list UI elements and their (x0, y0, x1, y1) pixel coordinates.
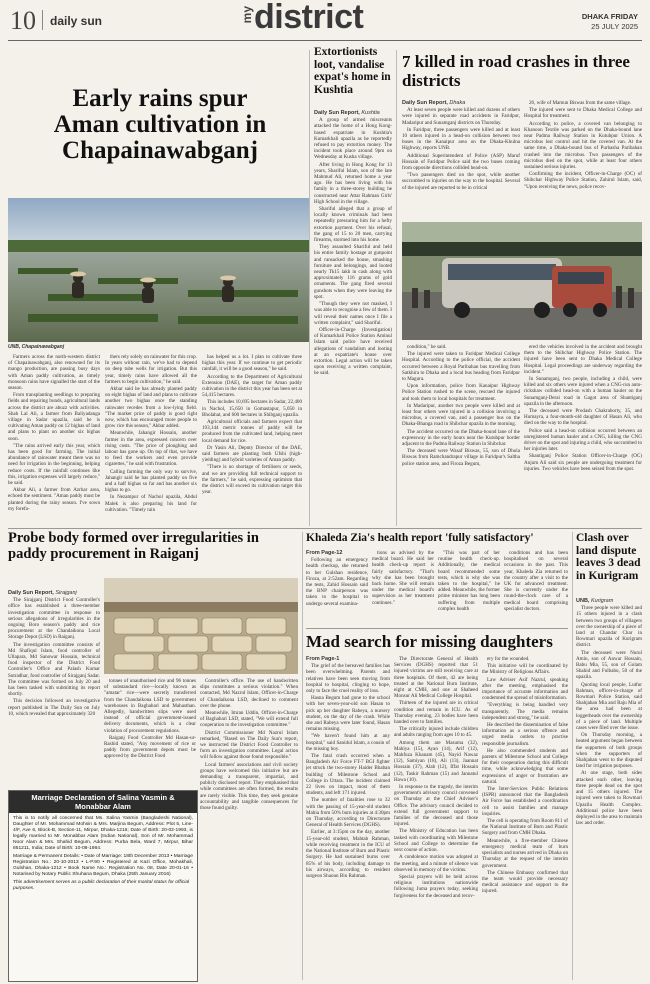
probe-photo (104, 578, 298, 674)
road-para: The accident occurred on the Dhaka-bound lane of the expressway in the early hours near the Kutubpur border adjacent to the Padma Railway Station in Shibchar. (402, 428, 520, 448)
clash-byline-place: Kurigram (590, 598, 614, 604)
road-para: Upon information, police from Kanaipur Highway Police Station rushed to the scene, rescued the injured and took them to local hospitals for treatment. (402, 383, 520, 402)
rains-para: Dr Yasin Ali, Deputy Director of the DAE, said farmers are planting both Ufshi (high-yielding) and hybrid varieties of Aman paddy. (202, 444, 302, 464)
road-para: The injured were taken to Faridpur Medical College Hospital. According to the police official, the accident occurred between a Royal Paribahan bus travelling from Satkhira to Dhaka and a local bus heading from Faridpur to Magura. (402, 351, 520, 383)
probe-col-1 (8, 590, 100, 786)
mad-para: He also commended students and parents of Milestone School and College for their cooperation during this difficult time, while acknowledging that some expressions of anger or frustration are natural. (482, 747, 568, 785)
paper-logo: daily sun (50, 14, 103, 28)
paddy-field-image (8, 198, 310, 342)
mad-para: The Chinese Embassy confirmed that the team would provide necessary medical assistance and support to the injured. (482, 869, 568, 895)
warehouse-image (104, 578, 298, 674)
rains-credit-text: UNB, Chapainawabganj (8, 344, 65, 350)
column-divider (309, 50, 310, 526)
mad-para: The cell is operating from Room 811 of the National Institute of Burn and Plastic Surgery and from CMH Dhaka. (482, 818, 568, 837)
mad-para: A condolence motion was adopted at the meeting, and a minute of silence was observed in memory of the victims. (394, 854, 478, 873)
mad-col-3 (482, 656, 568, 980)
khaleda-col-2 (372, 550, 434, 626)
road-col-2 (524, 100, 642, 220)
extortion-para: They assaulted Shariful and held his entire family hostage at gunpoint and ransacked the house, smashing furniture and belongings, and looted nearly Tk15 lakh in cash along with approximately 116 grams of gold ornaments. The gang fired several gunshots when they were leaving the spot. (314, 244, 392, 300)
road-para: Confirming the incident, Officer-in-Charge (OC) of Shibchar Highway Police Station, Zahirul Islam, said, "Upon receiving the news, police recov- (524, 171, 642, 190)
extortion-para: Shariful alleged that a group of locally known criminals had been repeatedly pressuring him for a hefty extortion payment. Over his refusal, the gang of 15 to 20 men, carrying firearms, stormed into his home. (314, 206, 392, 244)
rains-para: "There is no shortage of fertilisers or seeds, and we are providing full technical support to the farmers," he said, expressing optimism that the district will exceed its cultivation target this year. (202, 464, 302, 496)
mad-para: The Ministry of Education has been tasked with coordinating with Milestone School and College to determine the next course of action. (394, 828, 478, 854)
mad-para: In response to the tragedy, the interim government's advisory council convened on Thursday at the Chief Adviser's Office. The advisory council decided to extend full government support to families of the deceased and those injured. (394, 784, 478, 828)
extortion-para: Officer-in-Charge (Investigation) of Kumarkhali Police Station Aminul Islam said police have received allegations of vandalism and looting at an expatriate's house over extortion. Legal action will be taken upon receiving a written complaint, he said. (314, 326, 392, 377)
road-col-4 (524, 344, 642, 526)
notice-footer: This advertisement serves as a public declaration of their marital status for official purposes. (13, 880, 190, 891)
probe-para: The Sirajganj District Food Controller's office has established a three-member investigation committee in response to serious allegations of irregularities in the ongoing Boro season's paddy and rice procurement at the Chandaikona Local Storage Depot (LSD) in Raiganj. (8, 597, 100, 641)
mad-para: He described the dissemination of false information as a serious offence and urged media outlets to practise responsible journalism. (482, 722, 568, 747)
rains-para: Meanwhile, Jahangir Hossain, another farmer in the area, expressed concern over rising costs. "The price of ploughing and labour has gone up. On top of that, we have to feed the workers and even provide cigarettes," he said with frustration. (105, 430, 197, 468)
notice-details: Marriage & Permanent Details: • Date of Marriage: 18th December 2013 • Marriage Registration No.: 20-10-2013 • L-P.90 • Registered at Kazi Office, Mohakhali, Gulshan, Dhaka-1212 • Book Name No.: Registration No. 08, Date 20-01-16 • Notarised by Notary Public Shuhana Begum, Dhaka (25th January 2016) (13, 854, 193, 877)
column-divider (396, 50, 397, 526)
road-para: The injured were sent to Dhaka Medical College and Hospital for treatment. (524, 107, 642, 120)
khaleda-para: tions as advised by the medical board. He said her health check-up report is fairly satisfactory. "That's why she has been brought back home. She will remain under the medical board's supervision as her treatment continues." (372, 550, 434, 606)
masthead-divider (42, 10, 43, 30)
page-number: 10 (10, 6, 36, 35)
rains-para: According to the Department of Agricultural Extension (DAE), the target for Aman paddy cultivation in the district this year has been set at 54,415 hectares. (202, 373, 302, 399)
extortion-byline-text: Daily Sun Report, (314, 110, 360, 116)
road-col-3 (402, 344, 520, 526)
mad-para: Among them are Masuma (32), Mahiya (15), Ayan (14), Arif (12), Mahfuza Khanam (45), Nayid Nawaz (12), Samiyan (18), Ali (13), Jaannat Hossain (37), Alab (12), Iffat Hossain (12), Taskir Rahman (15) and Jannatul Hawa (10). (394, 739, 478, 783)
rains-para: has helped us a lot. I plan to cultivate three bighas this year. If we continue to get periodic rainfall, it will be a good season," he said. (202, 354, 302, 373)
section-name: district (254, 0, 364, 36)
probe-para: tonnes of unauthorised rice and 96 tonnes of substandard rice—locally known as "amatar" rice—were secretly transferred from the Chandaikona LSD to government warehouses in Baghabari and Mahasthan. Allegedly, handwritten slips were used instead of official government-issued delivery documents, which is a clear violation of procurement regulations. (104, 678, 196, 734)
rains-para: Agricultural officials and farmers expect that 193,144 metric tonnes of paddy will be produced from the cultivated land, helping meet local demand for rice. (202, 419, 302, 444)
khaleda-para: Following an emergency health checkup, she returned to her Gulshan residence, Firoza, at 2:52am. Regarding the tests, Zahid Hossain said the BNP chairperson was taken to the hospital to undergo several examina- (306, 557, 368, 607)
rains-para: "The rains arrived early this year, which has been good for farming. The initial abundance of rainwater meant there was no need for irrigation in the beginning, helping reduce costs. If the rainfall continues like this, irrigation expenses will largely reduce," he said. (8, 442, 100, 487)
extortion-para: After living in Hong Kong for 13 years, Shariful Islam, son of the late Mahmud Ali, returned home a year ago. He has been living with his family in a three-storey building he constructed near Attar Rahman Girls' High School in the village. (314, 161, 392, 205)
khaleda-col-3 (438, 550, 500, 626)
probe-para: District Commissioner Md Nazrul Islam remarked, "Based on The Daily Sun's report, we instructed the District Food Controller to form an investigation committee. Legal action will follow against those found responsible." (200, 729, 298, 761)
dateline-date: 25 JULY 2025 (591, 22, 638, 31)
notice-body: This is to notify all concerned that Ms. Salina Yasmin (Bangladeshi National), Daughter of Mr. Mohammad Mohsin & Mrs. Marjina Begum, Address: Plot 5, Line-4/F, Ave 6, Block-B, Section-11, Mirpur, Dhaka-1216; Date of Birth: 20-02-1993, is legally married to Mr. Monabbar Alam (Indian National), Son of Mr. Mohammad Noor Alam & Mrs. Shahid Begum, Address: Purba Bela, Ward 7, Mirpur, Bihar 851211, India; Date of Birth: 10-08-1984. (13, 816, 193, 851)
probe-para: Controller's office. The use of handwritten slips constitutes a serious violation." When contacted, Md Nazrul Islam, Officer-in-Charge of Chandaikona LSD, declined to comment over the phone. (200, 678, 298, 709)
mad-para: Earlier, at 3:15pm on the day, another 15-year-old student, Mahtab Rahman, while receiving treatment in the ICU of the National Institute of Burn and Plastic Surgery. He had sustained burns over 85% of his body, including damage to his airways, according to resident surgeon Shaoun Bin Rahman. (306, 829, 390, 879)
clash-para: Quoting local people, Lutfur Rahman, officer-in-charge of Rowmari Police Station, said Shahjahan Mia and Raju Mia of the area had been at loggerheads over the ownership of a piece of land. Multiple cases were filed over the issue. (576, 681, 642, 732)
khaleda-para: "This was part of her routine health check-up. Additionally, the medical board recommended some tests, which is why she was taken to the hospital," he added. Meanwhile, the former prime minister has long been suffering from multiple complex health (438, 550, 500, 612)
road-byline (402, 100, 520, 106)
rains-headline: Early rains spur Aman cultivation in Chapainawabganj (53, 85, 267, 164)
mad-para: Thirteen of the injured are in critical condition and remain in ICU. As of Thursday evening, 23 bodies have been handed over to families. (394, 700, 478, 726)
probe-col-2 (104, 678, 196, 786)
mad-para: Hasna Begum had gone to the school with her seven-year-old son Hasan to pick up her daughter Rabeya, a nursery student, on the day of the crash. While she and Rabeya were later found, Hasan remains missing. (306, 695, 390, 733)
road-byline-place: Dhaka (449, 100, 466, 106)
rains-para: Akbar said he has already planted paddy on eight bighas of land and plans to cultivate another two bighas once the standing rainwater recedes from a low-lying field. "The market price of paddy is good right now, which has encouraged more people to grow rice this season," Akbar added. (105, 386, 197, 430)
khaleda-col-1 (306, 550, 368, 626)
probe-para: This decision followed an investigative report published in The Daily Sun on July 10, which revealed that approximately 320 (8, 698, 100, 717)
mad-para: The Directorate General of Health Services (DGHS) reported that 51 injured victims are still receiving care at three hospitals. Of them, 42 are being treated at the National Burn Institute, eight at CMH, and one at Shaheed Monsur Ali Medical College Hospital. (394, 656, 478, 700)
road-photo (402, 222, 642, 340)
column-divider (302, 532, 303, 980)
road-para: At least seven people were killed and dozens of others were injured in separate road accidents in Faridpur, Madaripur and Sunamganj districts on Thursday. (402, 107, 520, 126)
rains-para: This includes 10,695 hectares in Sadar, 22,400 in Nachol, 15,650 in Gomastapur, 5,050 in Bholahat, and 600 hectares in Shibganj upazila. (202, 399, 302, 418)
rains-para: Calling farming the only way to survive, Jahangir said he has planted paddy on five and a half bighas so far and has another six bighas to go. (105, 468, 197, 494)
road-para: Additional Superintendent of Police (ASP) Maruf Hossain of Faridpur Police said the two buses coming from opposite directions collided head-on. (402, 152, 520, 172)
road-para: The deceased were Wasaf Biswas, 55, son of Dhola Biswas from Ramchandrapur village in Faridpur's Saltha police station area, and Firoza Begum, (402, 448, 520, 467)
clash-headline: Clash over land dispute leaves 3 dead in Kurigram (576, 532, 641, 582)
rains-col-3 (202, 354, 302, 526)
road-para: According to police, a covered van belonging to Khanoon Textile was parked on the Dhaka-bound lane near Padma Railway Station in Kutubpur Union. A microbus lost control and hit the covered van. At the same time, a Dhaka-bound bus of Purbasha Paribahan crashed into the microbus. Two passengers of the microbus died on the spot, while at least four others sustained serious injuries. (524, 120, 642, 171)
clash-para: At one stage, both sides attacked each other, leaving three people dead on the spot and 15 others injured. The injured were taken to Rowmari Upazila Health Complex. Additional police have been deployed in the area to maintain law and order. (576, 770, 642, 827)
mad-para: Special prayers will be held across religious institutions nationwide following Juma prayers today, seeking forgiveness for the deceased and recov- (394, 873, 478, 899)
probe-para: Meanwhile, Imran Uddin, Officer-in-Charge of Baghabari LSD, stated, "We will extend full cooperation to the investigation committee." (200, 710, 298, 729)
mad-para: This initiative will be coordinated by the Ministry of Religious Affairs. (482, 663, 568, 676)
rains-photo-credit (8, 344, 64, 350)
rains-para: Farmers across the north-western district of Chapainawabganj, also renowned for its mango production, are passing busy days with Aman paddy cultivation, as timely monsoon rains have signalled the start of the season. (8, 354, 100, 392)
mad-headline: Mad search for missing daughters (306, 632, 553, 651)
khaleda-headline: Khaleda Zia's health report 'fully satisfactory' (306, 532, 534, 544)
road-para: condition," he said. (407, 344, 447, 350)
mad-col-1 (306, 656, 390, 980)
road-para: 26, wife of Mamun Biswas from the same village. (529, 100, 632, 106)
road-para: In Madaripur, another two people were killed and at least four others were injured in a collision involving a microbus, a covered van, and a passenger bus on the Dhaka-Bhanga road in Shibchar upazila in the morning. (402, 402, 520, 428)
marriage-notice (8, 790, 198, 982)
crash-scene-image (402, 222, 642, 340)
rains-para: In Nezampur of Nachol upazila, Abdul Malek is also preparing his land for cultivation. "Timely rain (105, 494, 197, 513)
rains-para: thers rely solely on rainwater for this crop. In years without rain, we've had to depend on deep tube wells for irrigation. But this year, timely rains have allowed all the farmers to begin cultivation," he said. (105, 354, 197, 385)
clash-byline (576, 598, 642, 604)
road-para: Police said a head-on collision occurred between an unregistered human hauler and a CNG, killing the CNG driver on the spot and injuring a child, who succumbed to her injuries later. (524, 427, 642, 453)
probe-headline: Probe body formed over irregularities in paddy procurement in Raiganj (8, 530, 259, 562)
masthead (0, 0, 650, 40)
road-byline-text: Daily Sun Report, (402, 100, 448, 106)
road-para: Shantiganj Police Station Officer-in-Charge (OC) Anjum Ali said six people are undergoing treatment for injuries. Two vehicles have been seized from the spot. (524, 453, 642, 472)
probe-byline-place: Sirajganj (55, 590, 77, 596)
rains-col-1 (8, 354, 100, 526)
extortion-byline-place: Kushtia (361, 110, 380, 116)
mad-para: Law Adviser Asif Nazrul, speaking after the meeting, emphasised the importance of accurate information and condemned the spread of misinformation. (482, 676, 568, 702)
mad-continued: From Page-1 (306, 656, 340, 662)
probe-para: The investigation committee consists of Md Shafiqul Islam, food controller of Ullapara, Md Sanowar Hossain, technical food inspector of the District Food Controller's Office and Palash Kumar Sutradhar, food controller of Sirajganj Sadar. The committee was formed on July 20 and has been tasked with submitting its report shortly. (8, 641, 100, 698)
mad-para: The fatal crash occurred when a Bangladesh Air Force FT-7 BGI fighter jet struck the two-storey Haider Bhaban building of Milestone School and College in Uttara. The incident claimed 22 lives on impact, most of them students, and left 171 injured. (306, 753, 390, 797)
mad-para: "We haven't found him at any hospital," said Sanidul Islam, a cousin of the missing boy. (306, 733, 390, 752)
road-para: ered the vehicles involved in the accident and brought them to the Shibchar Highway Police Station. The injured have been sent to Dhaka Medical College Hospital. Legal proceedings are underway regarding the incident." (524, 344, 642, 375)
clash-byline-text: UNB, (576, 598, 590, 604)
column-divider (572, 532, 573, 980)
rains-col-2 (105, 354, 197, 526)
road-headline: 7 killed in road crashes in three districts (402, 52, 630, 90)
khaleda-col-4 (504, 550, 568, 626)
section-prefix: my (240, 6, 254, 24)
clash-para: The deceased were Nurul Amin, son of Anwar Hossain, Babu Mia, 55, son of Golam Shahid and Fulbabu, 50 of the upazila. (576, 649, 642, 681)
probe-byline (8, 590, 100, 596)
masthead-rule (8, 40, 642, 41)
extortion-headline: Extortionists loot, vandalise expat's home in Kushtia (314, 46, 391, 96)
extortion-para: "Though they were not masked, I was able to recognise a few of them. I will reveal their names once I file a written complaint," said Shariful. (314, 301, 392, 326)
probe-byline-text: Daily Sun Report, (8, 590, 54, 596)
notice-title: Marriage Declaration of Salina Yasmin & Monabbar Alam (9, 791, 197, 813)
road-para: "Two passengers died on the spot, while another succumbed to injuries on the way to the hospital. Several of the injured are reported to be in critical (402, 172, 520, 191)
mad-para: The grief of the bereaved families has been overwhelming. Parents and relatives have been seen moving from hospital to hospital, clinging to hope, only to face the cruel reality of loss. (306, 663, 390, 695)
section-rule (8, 528, 642, 529)
extortion-para: A group of armed miscreants attacked the home of a Hong Kong-based expatriate in Kushtia's Kumarkhali upazila as he reportedly refused to pay extortion money. The incident took place around 9pm on Wednesday at Kusha village. (314, 117, 392, 161)
clash-para: Three people were killed and 15 others injured in a clash between two groups of villagers over the ownership of a piece of land at Chandar Char in Rowmari upazila of Kurigram district. (576, 605, 642, 649)
dateline-day: DHAKA FRIDAY (581, 12, 638, 21)
extortion-body (314, 110, 392, 526)
road-col-1 (402, 100, 520, 220)
road-para: The deceased were Prodash Chakraborty, 35, and Humayra, a four-month-old daughter of Hasan Ali, who died on the way to the hospital. (524, 408, 642, 427)
rains-para: Akbar Ali, a farmer from Azrhar area, echoed the sentiment. "Aman paddy must be planted during the rainy season. I've sown my forefa- (8, 487, 100, 512)
mad-para: "Everything is being handled very transparently. The media remains independent and strong," he said. (482, 702, 568, 721)
mad-para: The number of fatalities rose to 32 with the passing of 15-year-old student Mahia from 50% burn injuries at 4:30pm on Thursday, according to Directorate General of Health Services (DGHS). (306, 797, 390, 829)
mad-para: Meanwhile, a five-member Chinese emergency medical team of burn specialists and nurses arrived in Dhaka on Thursday at the request of the interim government. (482, 837, 568, 869)
mad-para: The critically injured include children and adults ranging from ages 10 to 45. (394, 726, 478, 739)
mad-para: The Inter-Services Public Relations (ISPR) announced that the Bangladesh Air Force has established a coordination cell to assist families and manage inquiries. (482, 786, 568, 817)
probe-para: Raiganj Food Controller Md Hasan-ur-Rashid stated, "Any movement of rice or paddy from government depots must be approved by the District Food (104, 734, 196, 760)
clash-body (576, 598, 642, 980)
road-para: In Faridpur, three passengers were killed and at least 10 others injured in a head-on collision between two buses in the Kanaipur area on the Dhaka-Khulna Highway, reports UNB. (402, 126, 520, 152)
probe-col-3 (200, 678, 298, 980)
extortion-byline (314, 110, 392, 116)
rains-para: From transplanting seedlings to preparing fields and repairing bunds, agricultural lands across the district are abuzz with activities. Shah Lal Ali, a farmer from Baliyadanga village in Sadar upazila, said he is cultivating Aman paddy on 12 bighas of land and plans to plant on another six bighas soon. (8, 392, 100, 442)
section-rule (306, 628, 568, 629)
mad-para: ery for the wounded. (487, 656, 530, 662)
rains-photo (8, 198, 310, 342)
khaleda-continued: From Page-12 (306, 550, 343, 556)
khaleda-para: conditions and has been hospitalised on several occasions in the past. This year, Khaleda Zia returned to the country after a visit to the UK for advanced treatment. She is currently under the round-the-clock care of a medical board comprising specialist doctors. (504, 550, 568, 612)
mad-col-2 (394, 656, 478, 980)
road-para: In Sunamganj, two people, including a child, were killed and six others were injured when a CNG-run auto-rickshaw collided head-on with a human hauler on the Sunamganj-Derai road in Gagot area of Shantiganj upazila in the afternoon. (524, 376, 642, 407)
clash-para: On Thursday morning, a heated argument began between the supporters of both groups when the supporters of Shahjahan went to the disputed land for irrigation purposes. (576, 732, 642, 770)
probe-para: Local farmers' associations and civil society groups have welcomed this initiative but are demanding a transparent, impartial, and publicly disclosed report. They emphasised that while committees are often formed, the results are rarely visible. This time, they seek genuine accountability and tangible consequences for those found guilty. (200, 761, 298, 812)
